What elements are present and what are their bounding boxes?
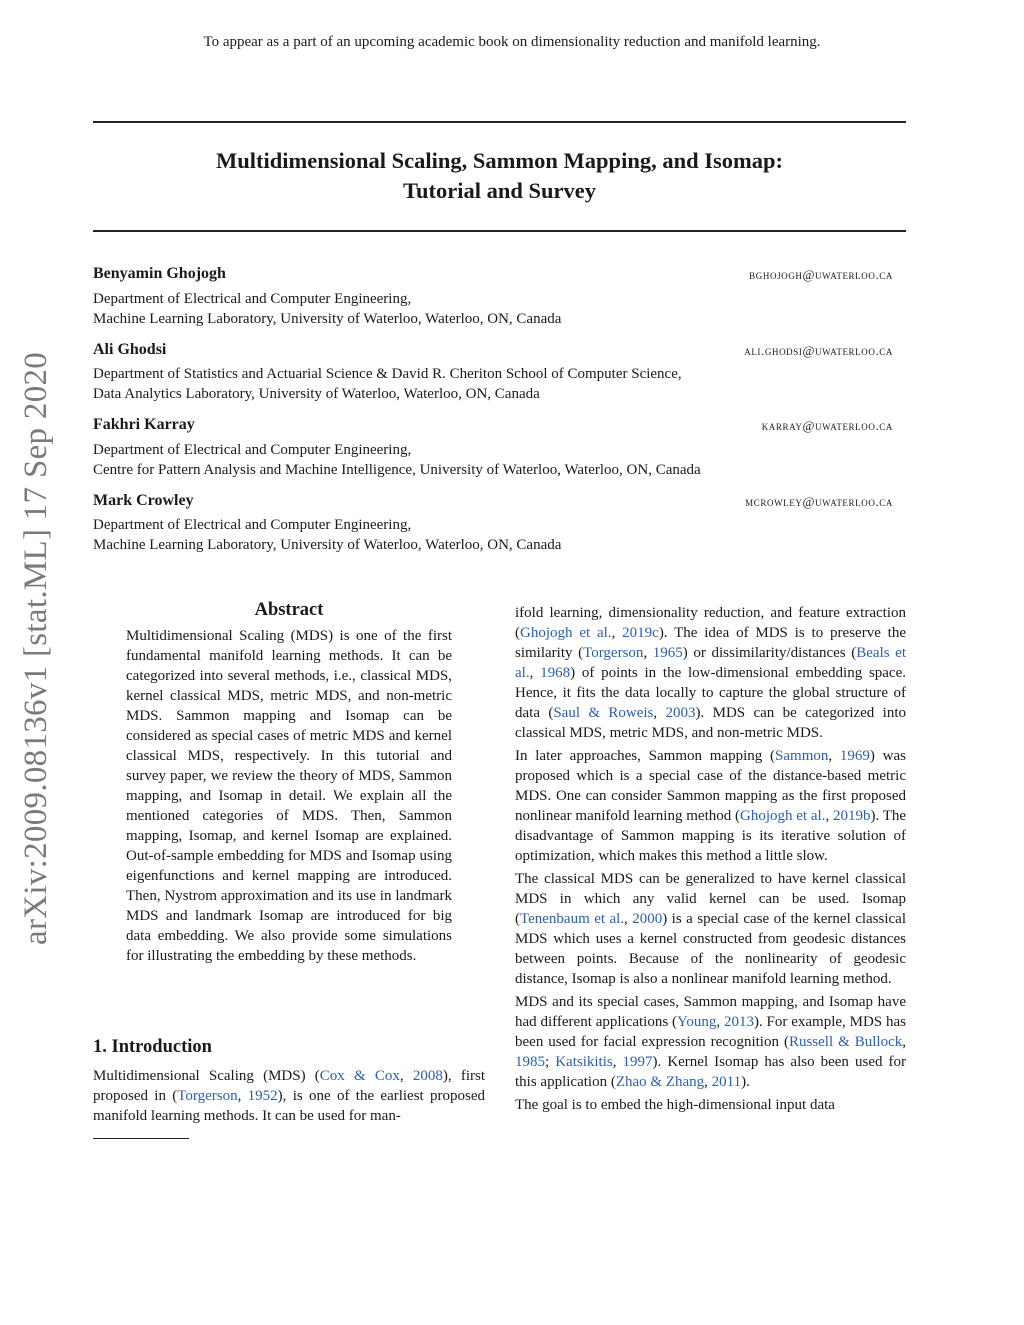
citation-link[interactable]: 2000 <box>632 911 663 927</box>
paragraph: The classical MDS can be generalized to have kernel classical MDS in which any valid kernel can be used. Isomap (Tenenbaum et al., 2000) is a special case of the kernel classical MDS which uses a kernel constructed from geodesic distances between points. Because of the nonlinearity of geodesic distance, Isomap is also a nonlinear manifold learning method. <box>515 871 907 987</box>
section-heading: 1. Introduction <box>93 1037 212 1057</box>
citation-link[interactable]: 2019c <box>622 625 659 641</box>
citation-link[interactable]: Saul & Roweis <box>553 705 654 721</box>
affiliation-line: Data Analytics Laboratory, University of Waterloo, Waterloo, ON, Canada <box>93 386 540 402</box>
citation-link[interactable]: Torgerson <box>583 645 644 661</box>
citation-link[interactable]: Tenenbaum et al. <box>520 911 625 927</box>
footnote-rule <box>93 1138 189 1139</box>
citation-link[interactable]: 2011 <box>711 1074 742 1090</box>
citation-link[interactable]: Young <box>677 1014 717 1030</box>
title-line-1: Multidimensional Scaling, Sammon Mapping, and Isomap: <box>216 148 783 173</box>
citation-link[interactable]: Sammon <box>775 748 829 764</box>
abstract-heading: Abstract <box>254 600 324 620</box>
author-affiliation <box>93 289 561 329</box>
citation-link[interactable]: Beals et al. <box>515 645 907 681</box>
citation-link[interactable]: 1969 <box>839 748 870 764</box>
paragraph: In later approaches, Sammon mapping (Sammon, 1969) was proposed which is a special case of the distance-based metric MDS. One can consider Sammon mapping as the first proposed nonlinear manifold learning method (Ghojogh et al., 2019b). The disadvantage of Sammon mapping is its iterative solution of optimization, which makes this method a little slow. <box>515 748 907 864</box>
author-name: Fakhri Karray <box>93 416 195 433</box>
abstract-body: Multidimensional Scaling (MDS) is one of the first fundamental manifold learning methods. It can be categorized into several methods, i.e., classical MDS, kernel classical MDS, metric MDS, and non-metric MDS. Sammon mapping and Isomap can be considered as special cases of metric MDS and kernel classical MDS, respectively. In this tutorial and survey paper, we review the theory of MDS, Sammon mapping, and Isomap in detail. We explain all the mentioned categories of MDS. Then, Sammon mapping, Isomap, and kernel Isomap are explained. Out-of-sample embedding for MDS and Isomap using eigenfunctions and kernel mapping are introduced. Then, Nystrom approximation and its use in landmark MDS and landmark Isomap are introduced for big data embedding. We also provide some simulations for illustrating the embedding by these methods. <box>126 628 452 964</box>
citation-link[interactable]: Ghojogh et al. <box>740 808 826 824</box>
author-name: Benyamin Ghojogh <box>93 265 226 282</box>
author-email[interactable]: karray@uwaterloo.ca <box>761 418 893 433</box>
citation-link[interactable]: Katsikitis <box>555 1054 613 1070</box>
affiliation-line: Department of Electrical and Computer Engineering, <box>93 291 412 307</box>
citation-link[interactable]: 1997 <box>622 1054 653 1070</box>
author-email[interactable]: mcrowley@uwaterloo.ca <box>745 494 893 509</box>
affiliation-line: Department of Electrical and Computer Engineering, <box>93 517 412 533</box>
citation-link[interactable]: Torgerson <box>177 1088 238 1104</box>
citation-link[interactable]: 2013 <box>723 1014 754 1030</box>
paragraph: The goal is to embed the high-dimensional input data <box>515 1097 835 1113</box>
affiliation-line: Department of Electrical and Computer Engineering, <box>93 442 412 458</box>
arxiv-stamp[interactable]: arXiv:2009.08136v1 [stat.ML] 17 Sep 2020 <box>18 351 54 945</box>
affiliation-line: Centre for Pattern Analysis and Machine Intelligence, University of Waterloo, Waterloo, ON, Canada <box>93 462 701 478</box>
citation-link[interactable]: Cox & Cox <box>319 1068 400 1084</box>
affiliation-line: Machine Learning Laboratory, University of Waterloo, Waterloo, ON, Canada <box>93 311 562 327</box>
citation-link[interactable]: Zhao & Zhang <box>615 1074 705 1090</box>
author-email[interactable]: bghojogh@uwaterloo.ca <box>749 267 893 282</box>
citation-link[interactable]: 1952 <box>247 1088 278 1104</box>
affiliation-line: Machine Learning Laboratory, University of Waterloo, Waterloo, ON, Canada <box>93 537 562 553</box>
citation-link[interactable]: 1985 <box>515 1054 545 1070</box>
citation-link[interactable]: 2003 <box>665 705 696 721</box>
author-affiliation <box>93 440 701 480</box>
paragraph: MDS and its special cases, Sammon mapping, and Isomap have had different applications (Young, 2013). For example, MDS has been used for facial expression recognition (Russell & Bullock, 1985; Katsikitis, 1997). Kernel Isomap has also been used for this application (Zhao & Zhang, 2011). <box>515 994 907 1090</box>
title-bottom-rule <box>93 230 906 232</box>
paper-title <box>93 146 906 206</box>
right-column <box>515 603 906 1118</box>
author-affiliation <box>93 364 682 404</box>
citation-link[interactable]: 1965 <box>652 645 683 661</box>
author-name: Ali Ghodsi <box>93 341 167 358</box>
citation-link[interactable]: 1968 <box>540 665 571 681</box>
author-email[interactable]: ali.ghodsi@uwaterloo.ca <box>744 343 893 358</box>
citation-link[interactable]: Russell & Bullock <box>788 1034 903 1050</box>
author-affiliation <box>93 515 561 555</box>
header-note: To appear as a part of an upcoming academic book on dimensionality reduction and manifold learning. <box>203 34 821 50</box>
citation-link[interactable]: 2008 <box>412 1068 443 1084</box>
title-top-rule <box>93 121 906 123</box>
author-name: Mark Crowley <box>93 492 194 509</box>
paragraph: ifold learning, dimensionality reduction, and feature extraction (Ghojogh et al., 2019c). The idea of MDS is to preserve the similarity (Torgerson, 1965) or dissimilarity/distances (Beals et al., 1968) of points in the low-dimensional embedding space. Hence, it fits the data locally to capture the global structure of data (Saul & Roweis, 2003). MDS can be categorized into classical MDS, metric MDS, and non-metric MDS. <box>515 605 907 741</box>
title-line-2: Tutorial and Survey <box>403 178 596 203</box>
citation-link[interactable]: Ghojogh et al. <box>520 625 612 641</box>
affiliation-line: Department of Statistics and Actuarial Science & David R. Cheriton School of Computer Science, <box>93 366 682 382</box>
intro-paragraph: Multidimensional Scaling (MDS) (Cox & Cox, 2008), first proposed in (Torgerson, 1952), is one of the earliest proposed manifold learning methods. It can be used for man- <box>93 1068 486 1124</box>
citation-link[interactable]: 2019b <box>832 808 871 824</box>
